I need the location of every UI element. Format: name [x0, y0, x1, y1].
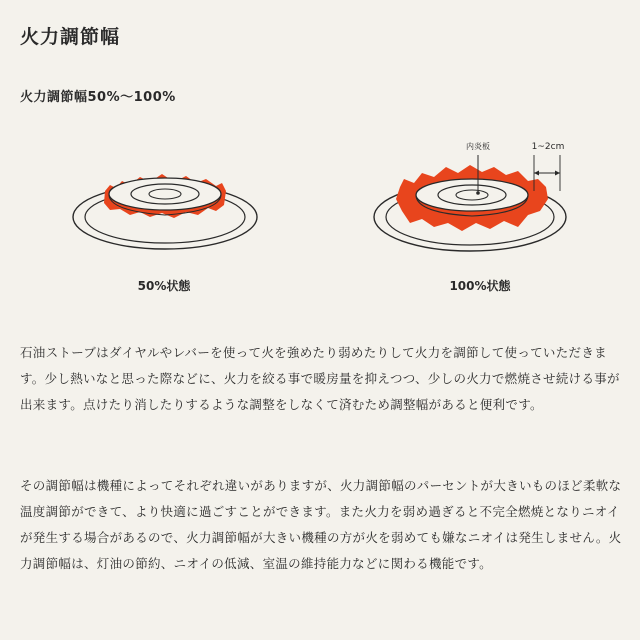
- paragraph-intro: 石油ストーブはダイヤルやレバーを使って火を強めたり弱めたりして火力を調節して使っていただきます。少し熱いなと思った際などに、火力を絞る事で暖房量を抑えつつ、少しの火力で燃焼させ続ける事が出来ます。点けたり消したりするような調整をしなくて済むため調整幅があると便利です。: [20, 345, 620, 412]
- inner-flame-plate-label: 内炎板: [466, 142, 490, 151]
- burner-top-ring: [109, 178, 221, 210]
- gap-label: 1~2cm: [531, 142, 565, 152]
- paragraph-detail: その調節幅は機種によってそれぞれ違いがありますが、火力調節幅のパーセントが大きいものほど柔軟な温度調節ができて、より快適に過ごすことができます。また火力を弱め過ぎると不完全燃焼となりニオイが発生する場合があるので、火力調節幅が大きい機種の方が火を弱めても嫌なニオイは発生しません。火力調節幅は、灯油の節約、ニオイの低減、室温の維持能力などに関わる機能です。: [20, 478, 622, 571]
- burner-top-ring: [416, 179, 528, 211]
- burner-50-percent-illustration: [70, 155, 260, 255]
- caption-100-percent: 100%状態: [449, 279, 511, 293]
- caption-50-percent: 50%状態: [137, 279, 191, 293]
- page-title: 火力調節幅: [20, 26, 121, 48]
- burner-100-percent-illustration: [370, 135, 580, 255]
- gap-arrow-right: [555, 171, 560, 176]
- section-heading: 火力調節幅50%～100%: [20, 90, 176, 105]
- gap-arrow-left: [534, 171, 539, 176]
- inner-label-dot: [476, 191, 480, 195]
